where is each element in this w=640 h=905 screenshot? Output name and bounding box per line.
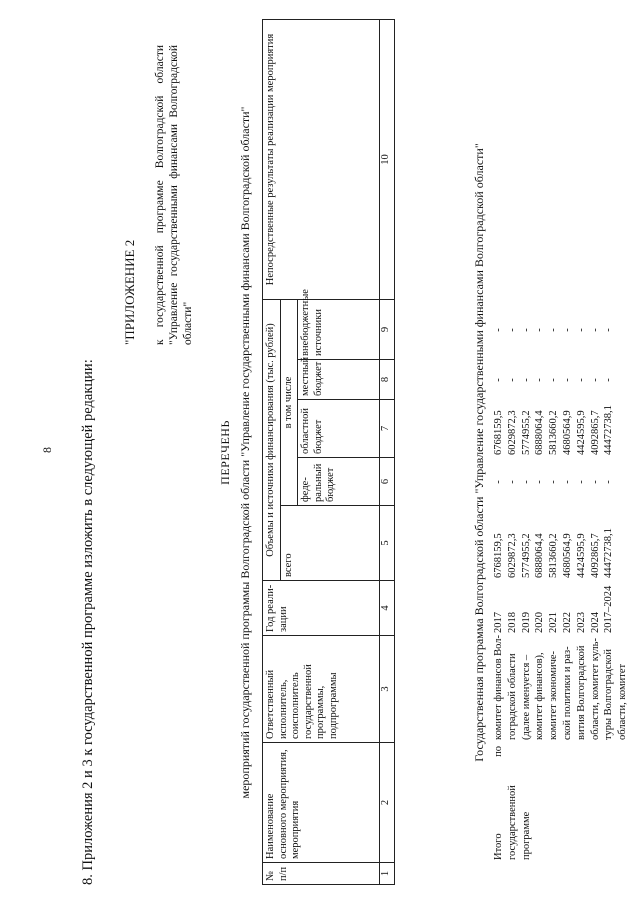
header-name: Наименование основного мероприятия, мероприятия xyxy=(263,743,380,863)
extra-cell: - xyxy=(493,328,504,332)
year-cell: 2018 xyxy=(506,612,518,633)
year-cell: 2020 xyxy=(534,612,546,633)
executor-line: области, комитет xyxy=(617,663,629,740)
local-cell: - xyxy=(575,378,587,382)
executor-line: гоградской области xyxy=(506,653,518,740)
local-cell: - xyxy=(589,378,601,382)
federal-cell: - xyxy=(493,480,504,484)
regional-cell: 6029872,3 xyxy=(506,410,518,455)
appendix-label: "ПРИЛОЖЕНИЕ 2 xyxy=(122,239,137,345)
local-cell: - xyxy=(561,378,573,382)
year-cell: 2021 xyxy=(548,612,560,633)
federal-cell: - xyxy=(561,480,573,484)
local-cell: - xyxy=(534,378,546,382)
header-federal: феде-ральный бюджет xyxy=(298,458,380,506)
section-title: Государственная программа Волгоградской области "Управление государственными финансами Волгоградской области" xyxy=(472,143,486,762)
local-cell: - xyxy=(506,378,518,382)
total-column xyxy=(492,506,630,581)
header-year: Год реали-зации xyxy=(263,581,380,636)
header-including: в том числе xyxy=(280,300,298,506)
extra-cell: - xyxy=(520,328,532,332)
header-extra: внебюджетные источники xyxy=(298,300,380,360)
total-row-executor xyxy=(492,636,630,743)
federal-cell: - xyxy=(506,480,518,484)
regional-column xyxy=(492,400,630,458)
extra-cell: - xyxy=(575,328,587,332)
year-cell: 2017–2024 xyxy=(603,585,615,633)
column-numbers-row xyxy=(380,20,395,885)
local-cell: - xyxy=(493,378,504,382)
total-cell: 44472738,1 xyxy=(603,528,615,578)
total-cell: 6029872,3 xyxy=(506,533,518,578)
measures-table-header xyxy=(262,19,395,885)
year-column xyxy=(492,581,630,636)
year-cell: 2023 xyxy=(575,612,587,633)
total-cell: 4092865,7 xyxy=(589,533,601,578)
header-volumes: Объемы и источники финансирования (тыс. рублей) xyxy=(263,300,281,581)
total-cell: 6888064,4 xyxy=(534,533,546,578)
executor-line: вития Волгоградской xyxy=(575,645,587,740)
extra-cell: - xyxy=(548,328,560,332)
extra-cell: - xyxy=(603,328,615,332)
list-title: ПЕРЕЧЕНЬ xyxy=(218,420,232,485)
column-number: 10 xyxy=(380,20,395,300)
total-cell: 4680564,9 xyxy=(561,533,573,578)
federal-column xyxy=(492,458,630,506)
column-number: 6 xyxy=(380,458,395,506)
header-num: № п/п xyxy=(263,863,380,885)
header-total: всего xyxy=(280,506,380,581)
column-number: 7 xyxy=(380,400,395,458)
federal-cell: - xyxy=(603,480,615,484)
year-cell: 2024 xyxy=(589,612,601,633)
appendix-subtitle: к государственной программе Волгоградской области "Управление государственными финансами Волгоградской области" xyxy=(154,45,194,345)
column-number: 8 xyxy=(380,360,395,400)
regional-cell: 44472738,1 xyxy=(603,405,615,455)
regional-cell: 4680564,9 xyxy=(561,410,573,455)
column-number: 2 xyxy=(380,743,395,863)
federal-cell: - xyxy=(548,480,560,484)
extra-cell: - xyxy=(506,328,518,332)
regional-cell: 4092865,7 xyxy=(589,410,601,455)
federal-cell: - xyxy=(589,480,601,484)
measures-table-body xyxy=(492,20,630,885)
total-row-name: Итого по государственной программе xyxy=(493,746,532,860)
header-regional: областной бюджет xyxy=(298,400,380,458)
federal-cell: - xyxy=(534,480,546,484)
total-cell: 5774955,2 xyxy=(520,533,532,578)
column-number: 1 xyxy=(380,863,395,885)
year-cell: 2017 xyxy=(493,612,504,633)
regional-cell: 6888064,4 xyxy=(534,410,546,455)
federal-cell: - xyxy=(575,480,587,484)
executor-line: туры Волгоградской xyxy=(603,649,615,740)
header-results: Непосредственные результаты реализации мероприятия xyxy=(263,20,380,300)
list-subtitle: мероприятий государственной программы Волгоградской области "Управление государственными финансами Волгоградской области" xyxy=(238,106,252,799)
regional-cell: 5813660,2 xyxy=(548,410,560,455)
extra-cell: - xyxy=(589,328,601,332)
header-executor: Ответственный исполнитель, соисполнитель государственной программы, подпрограммы xyxy=(263,636,380,743)
regional-cell: 6768159,5 xyxy=(493,410,504,455)
header-local: местный бюджет xyxy=(298,360,380,400)
executor-line: комитет финансов Вол- xyxy=(493,634,504,740)
executor-line: комитет экономиче- xyxy=(548,650,560,740)
local-cell: - xyxy=(548,378,560,382)
year-cell: 2022 xyxy=(561,612,573,633)
column-number: 5 xyxy=(380,506,395,581)
intro-paragraph: 8. Приложения 2 и 3 к государственной программе изложить в следующей редакции: xyxy=(80,359,96,885)
executor-line: области, комитет куль- xyxy=(589,638,601,740)
extra-column xyxy=(492,300,630,360)
executor-line: ской политики и раз- xyxy=(561,646,573,740)
extra-cell: - xyxy=(561,328,573,332)
federal-cell: - xyxy=(520,480,532,484)
total-cell: 4424595,9 xyxy=(575,533,587,578)
total-cell: 5813660,2 xyxy=(548,533,560,578)
page-number: 8 xyxy=(40,447,54,453)
local-column xyxy=(492,360,630,400)
extra-cell: - xyxy=(534,328,546,332)
local-cell: - xyxy=(520,378,532,382)
column-number: 3 xyxy=(380,636,395,743)
local-cell: - xyxy=(603,378,615,382)
regional-cell: 5774955,2 xyxy=(520,410,532,455)
year-cell: 2019 xyxy=(520,612,532,633)
regional-cell: 4424595,9 xyxy=(575,410,587,455)
executor-line: комитет финансов), xyxy=(534,652,546,740)
executor-line: (далее именуется – xyxy=(520,654,532,740)
total-cell: 6768159,5 xyxy=(493,533,504,578)
column-number: 4 xyxy=(380,581,395,636)
column-number: 9 xyxy=(380,300,395,360)
table-row xyxy=(492,20,630,885)
